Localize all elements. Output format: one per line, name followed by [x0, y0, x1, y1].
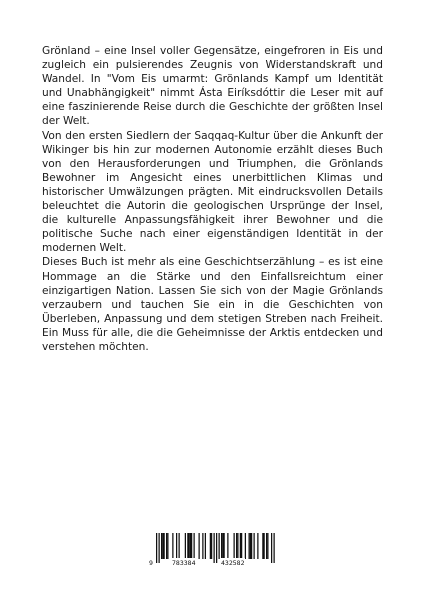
barcode-bar — [249, 533, 250, 559]
barcode-bar — [266, 533, 267, 559]
barcode-bar — [189, 533, 190, 559]
barcode-bar — [245, 533, 246, 559]
barcode-bar — [179, 533, 180, 559]
barcode-bar — [251, 533, 252, 559]
barcode-bar — [221, 533, 222, 559]
back-cover-blurb — [42, 44, 383, 354]
barcode-bar — [167, 533, 168, 559]
blurb-paragraph-3: Dieses Buch ist mehr als eine Geschichtserzählung – es ist eine Hommage an die Stärke und den Einfallsreichtum einer einzigartigen Nation. Lassen Sie sich von der Magie Grönlands verzaubern und tauchen Sie ein in die Geschichten von Überleben, Anpassung und dem stetigen Streben nach Freiheit. Ein Muss für alle, die die Geheimnisse der Arktis entdecken und verstehen möchten. — [42, 256, 383, 353]
barcode-bar — [190, 533, 191, 559]
barcode-bar — [240, 533, 241, 559]
barcode-bar — [211, 533, 212, 559]
blurb-paragraph-1: Grönland – eine Insel voller Gegensätze, eingefroren in Eis und zugleich ein pulsierendes Zeugnis von Widerstandskraft und Wandel. In "Vom Eis umarmt: Grönlands Kampf um Identität und Unabhängigkeit" nimmt Ásta Eiríksdóttir die Leser mit auf eine faszinierende Reise durch die Geschichte der größten Insel der Welt. — [42, 45, 383, 128]
barcode-digits — [146, 558, 278, 568]
barcode-bar — [187, 533, 188, 559]
barcode-first-digit: 9 — [149, 559, 153, 567]
blurb-paragraph-2: Von den ersten Siedlern der Saqqaq-Kultur über die Ankunft der Wikinger bis hin zur modernen Autonomie erzählt dieses Buch von den Herausforderungen und Triumphen, die Grönlands Bewohner im Angesicht eines unerbittlichen Klimas und historischer Umwälzungen prägten. Mit eindrucksvollen Details beleuchtet die Autorin die geologischen Ursprünge der Insel, die kulturelle Anpassungsfähigkeit ihrer Bewohner und die politische Suche nach einer eigenständigen Identität in der modernen Welt. — [42, 129, 383, 255]
barcode-bar — [234, 533, 235, 559]
barcode-bar — [210, 533, 211, 559]
barcode-bar — [172, 533, 173, 559]
barcode-bar — [161, 533, 162, 559]
barcode-bar — [194, 533, 195, 559]
barcode-bar — [262, 533, 263, 559]
barcode-bar — [254, 533, 255, 559]
barcode-bar — [164, 533, 165, 559]
barcode-bar — [191, 533, 192, 559]
barcode-bar — [185, 533, 186, 559]
isbn-barcode — [146, 532, 278, 568]
barcode-bar — [224, 533, 225, 559]
barcode-bar — [162, 533, 163, 559]
barcode-bar — [166, 533, 167, 559]
barcode-bar — [219, 533, 220, 559]
barcode-right-group: 432582 — [221, 559, 245, 567]
barcode-bar — [237, 533, 238, 559]
barcode-bar — [241, 533, 242, 559]
barcode-bar — [202, 533, 203, 559]
barcode-bar — [205, 533, 206, 559]
barcode-bar — [176, 533, 177, 559]
barcode-left-group: 783384 — [172, 559, 196, 567]
barcode-bar — [227, 533, 228, 559]
barcode-bar — [222, 533, 223, 559]
barcode-bar — [267, 533, 268, 559]
barcode-bar — [257, 533, 258, 559]
barcode-bar — [264, 533, 265, 559]
barcode-bar — [199, 533, 200, 559]
barcode-bar — [250, 533, 251, 559]
barcode-bar — [236, 533, 237, 559]
